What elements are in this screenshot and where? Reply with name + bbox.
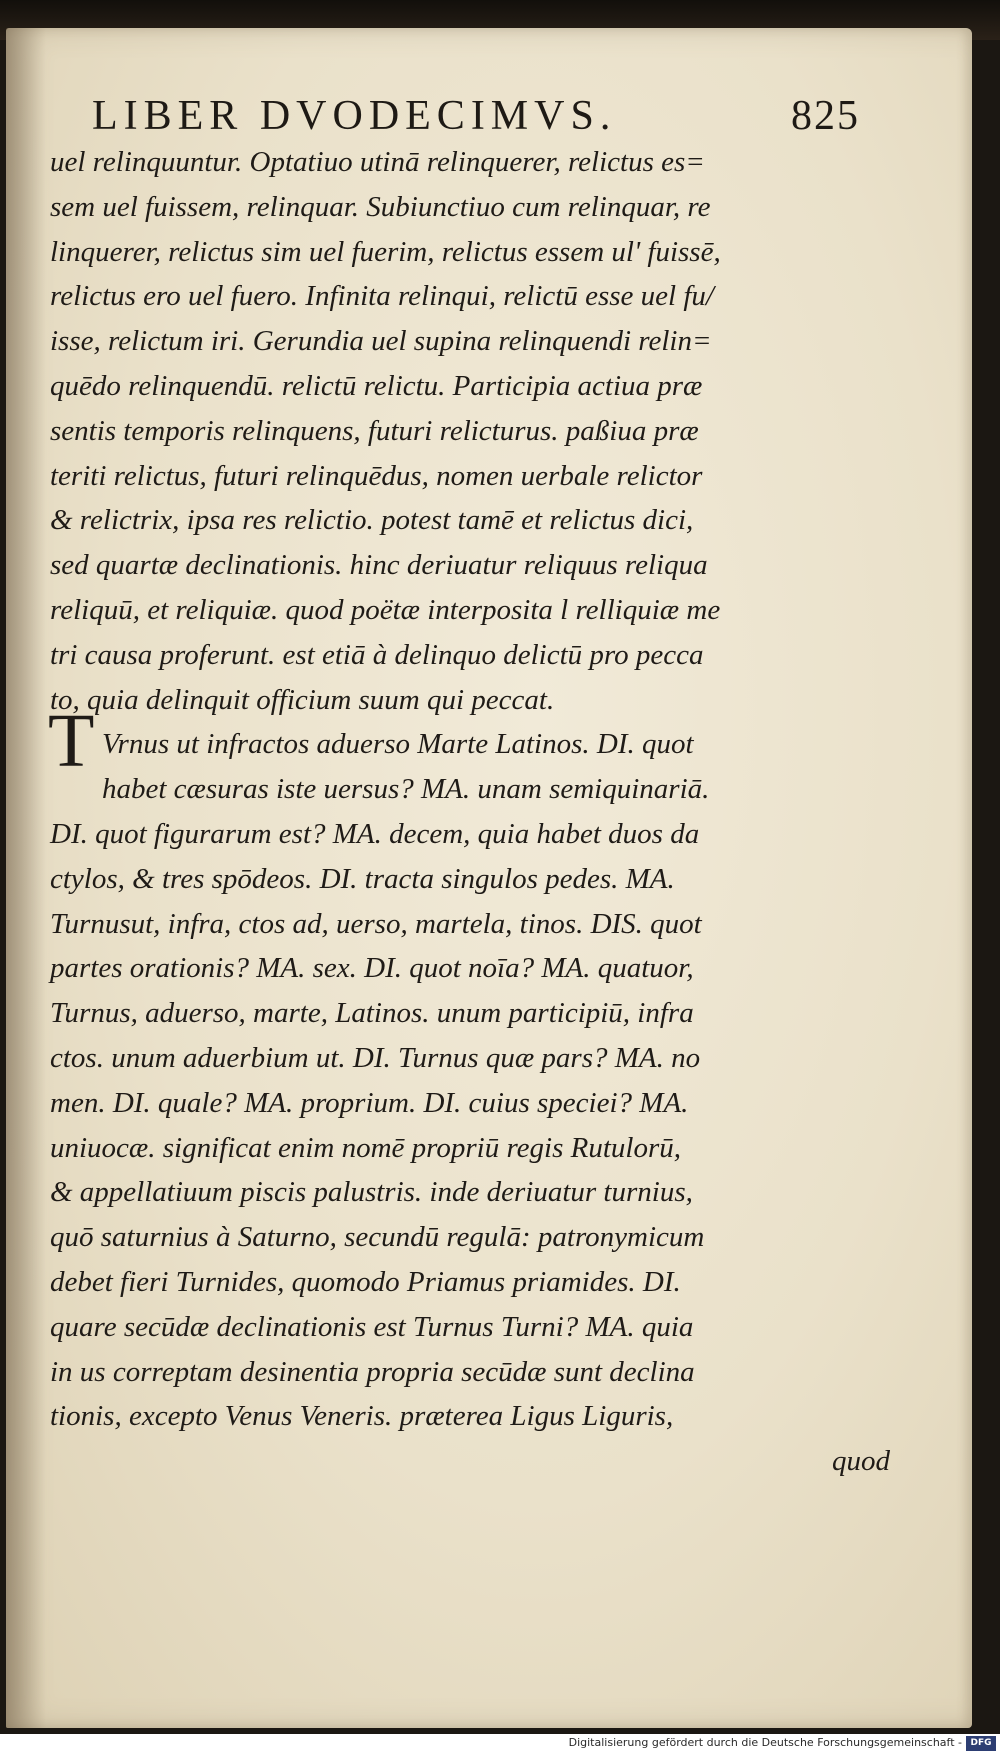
text-line: tionis, excepto Venus Veneris. præterea Ligus Liguris, (50, 1400, 674, 1433)
text-line: & relictrix, ipsa res relictio. potest tamē et relictus dici, (50, 504, 694, 537)
text-line: to, quia delinquit officium suum qui peccat. (50, 683, 555, 716)
text-line: teriti relictus, futuri relinquēdus, nomen uerbale relictor (50, 459, 703, 492)
text-line: quēdo relinquendū. relictū relictu. Participia actiua præ (50, 369, 703, 402)
text-line: sem uel fuissem, relinquar. Subiunctiuo cum relinquar, re (50, 190, 711, 223)
text-line: relictus ero uel fuero. Infinita relinqui, relictū esse uel fu/ (50, 280, 714, 313)
text-line: habet cæsuras iste uersus? MA. unam semiquinariā. (102, 773, 710, 806)
text-line: ctos. unum aduerbium ut. DI. Turnus quæ pars? MA. no (50, 1041, 701, 1074)
text-line: ctylos, & tres spōdeos. DI. tracta singulos pedes. MA. (50, 862, 675, 895)
folio-number: 825 (791, 93, 860, 139)
page-text (50, 140, 890, 1484)
text-line: linquerer, relictus sim uel fuerim, relictus essem ul' fuissē, (50, 235, 721, 268)
catchword: quod (832, 1445, 890, 1478)
text-line: in us correptam desinentia propria secūdæ sunt declina (50, 1355, 695, 1388)
text-line: Turnus, aduerso, marte, Latinos. unum participiū, infra (50, 997, 694, 1030)
text-line: & appellatiuum piscis palustris. inde deriuatur turnius, (50, 1176, 693, 1209)
gutter-shadow (6, 28, 46, 1728)
text-line: sentis temporis relinquens, futuri relicturus. paßiua præ (50, 414, 699, 447)
text-line: quō saturnius à Saturno, secundū regulā: patronymicum (50, 1221, 705, 1254)
text-line: Turnusut, infra, ctos ad, uerso, martela, tinos. DIS. quot (50, 907, 702, 940)
text-line: reliquū, et reliquiæ. quod poëtæ interposita l relliquiæ me (50, 593, 721, 626)
text-line: isse, relictum iri. Gerundia uel supina relinquendi relin= (50, 325, 712, 358)
text-line: sed quartæ declinationis. hinc deriuatur reliquus reliqua (50, 549, 708, 582)
text-line: Vrnus ut infractos aduerso Marte Latinos. DI. quot (102, 728, 694, 761)
text-line: partes orationis? MA. sex. DI. quot noīa? MA. quatuor, (50, 952, 694, 985)
text-line: debet fieri Turnides, quomodo Priamus priamides. DI. (50, 1265, 681, 1298)
dfg-logo: DFG (966, 1736, 996, 1751)
running-title: LIBER DVODECIMVS. (92, 93, 617, 139)
running-header (92, 92, 912, 142)
text-line: uel relinquuntur. Optatiuo utinā relinquerer, relictus es= (50, 146, 705, 178)
text-line: tri causa proferunt. est etiā à delinquo delictū pro pecca (50, 638, 704, 671)
text-line: DI. quot figurarum est? MA. decem, quia habet duos da (50, 817, 700, 850)
drop-capital: T (48, 699, 95, 783)
text-line: men. DI. quale? MA. proprium. DI. cuius speciei? MA. (50, 1086, 689, 1119)
funding-credit: Digitalisierung gefördert durch die Deutsche Forschungsgemeinschaft - (568, 1736, 962, 1749)
text-line: uniuocæ. significat enim nomē propriū regis Rutulorū, (50, 1131, 681, 1164)
text-line: quare secūdæ declinationis est Turnus Turni? MA. quia (50, 1310, 694, 1343)
